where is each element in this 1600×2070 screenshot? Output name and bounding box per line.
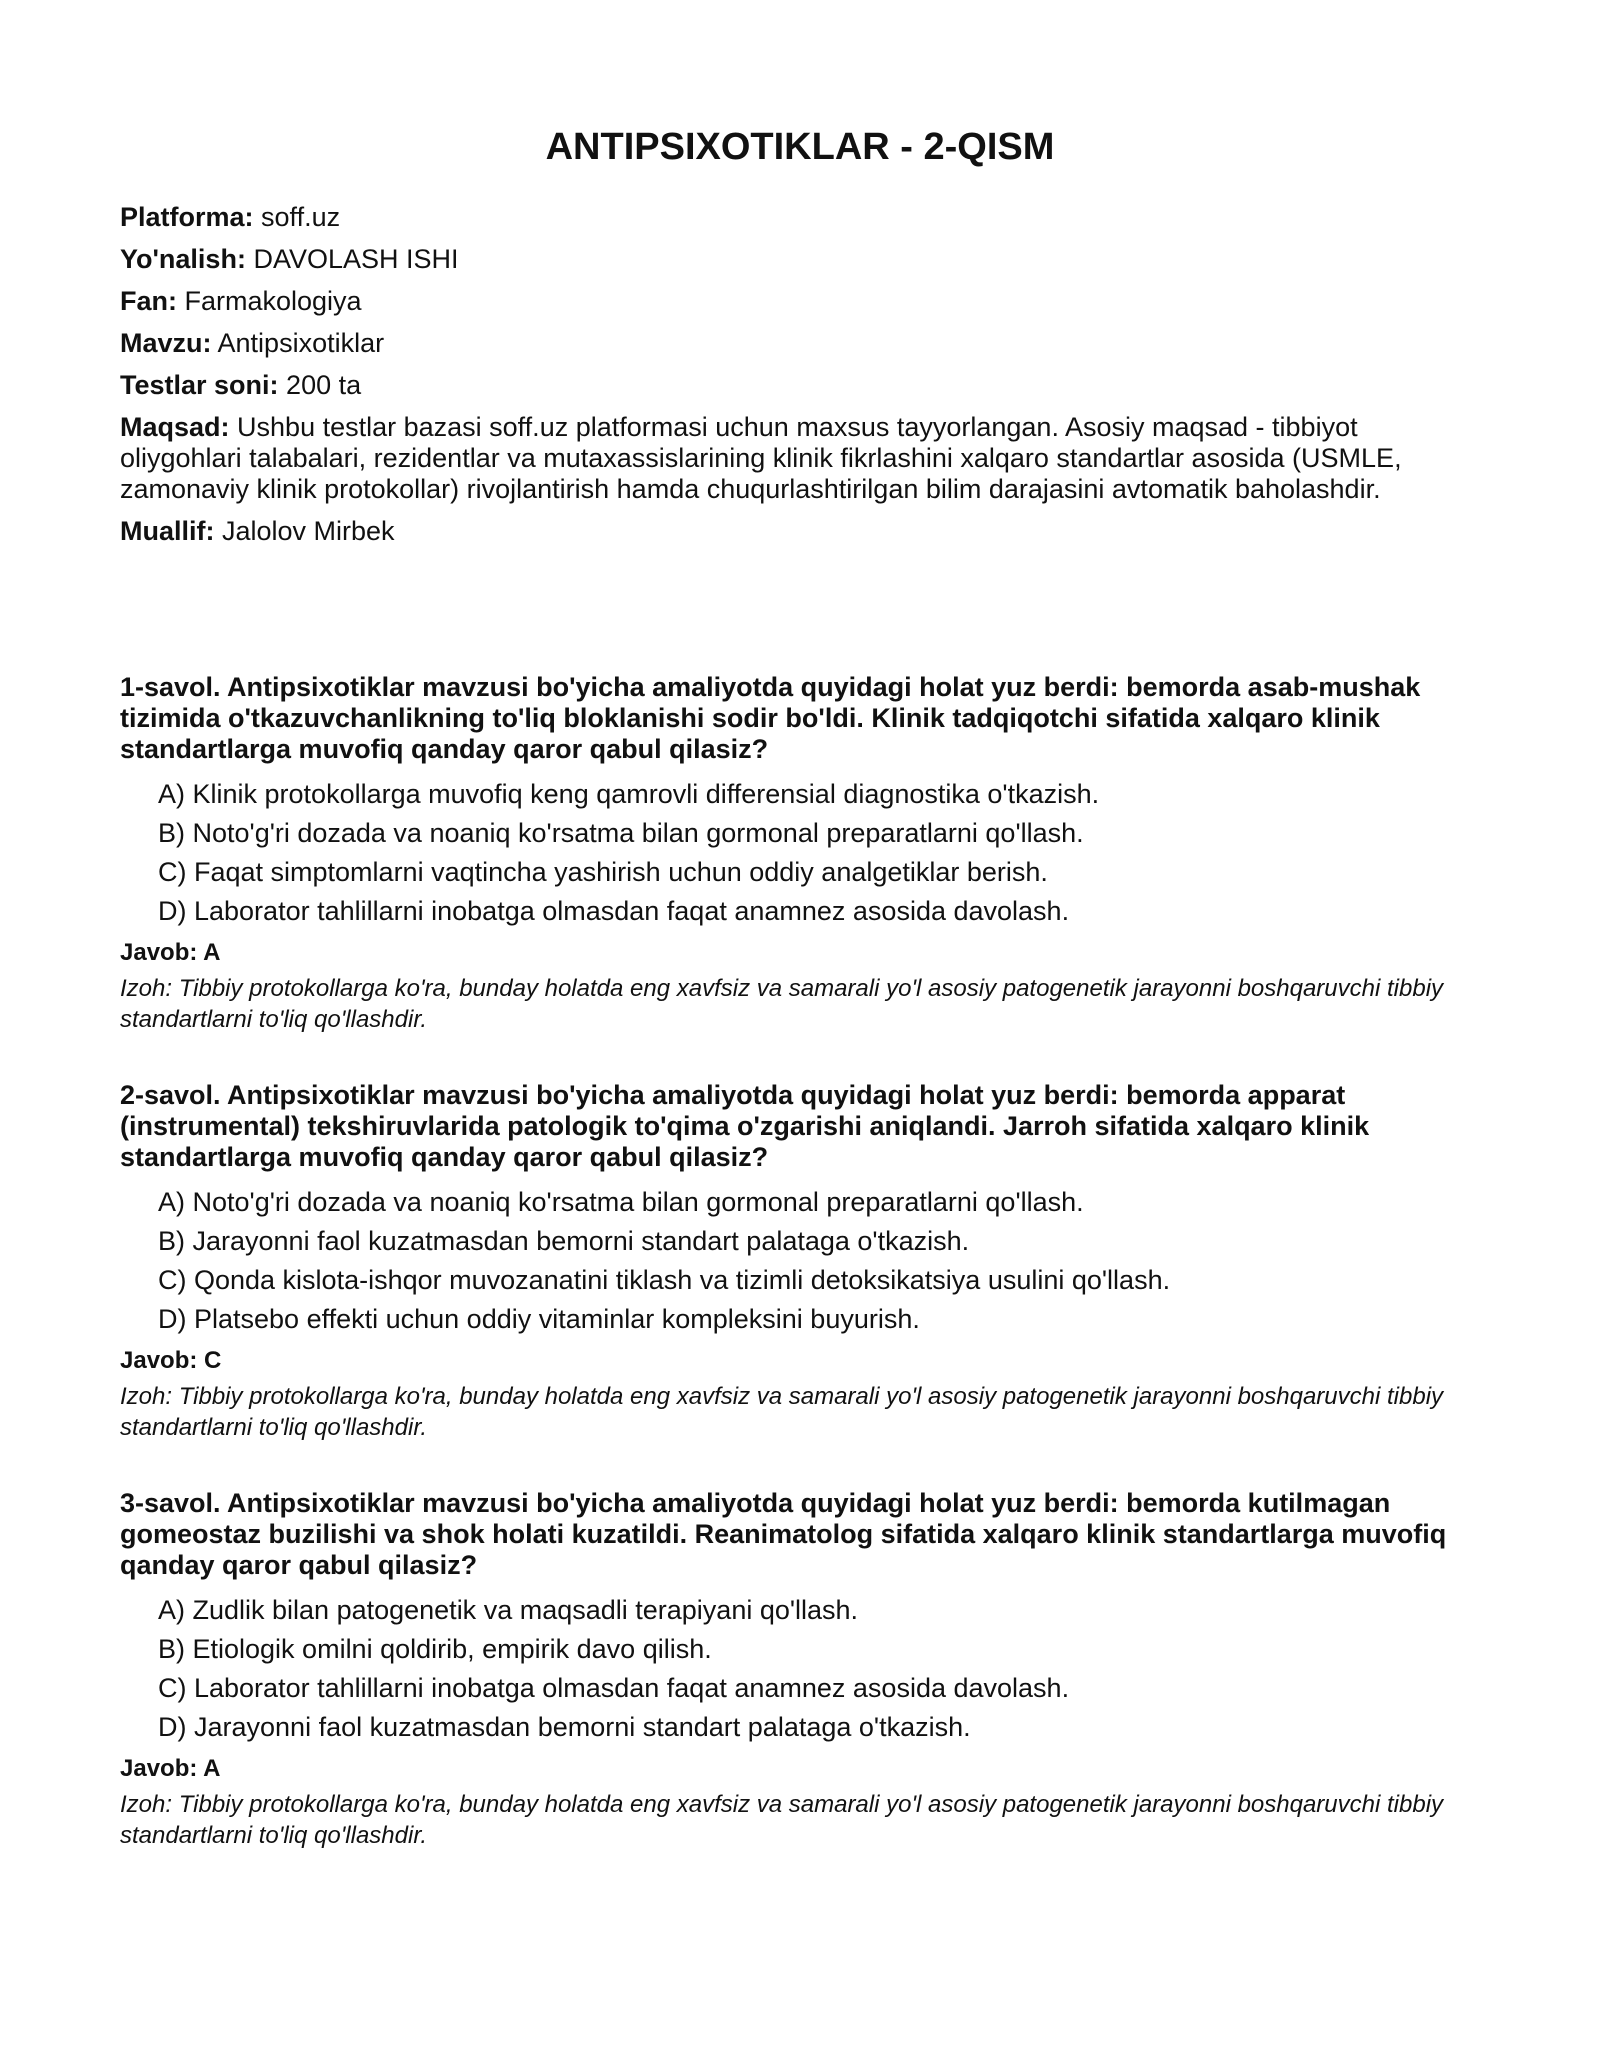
answer-value: A [203, 939, 221, 966]
meta-value: Ushbu testlar bazasi soff.uz platformasi uchun maxsus tayyorlangan. Asosiy maqsad - tibbiyot oliygohlari talabalari, rezidentlar va mutaxassislarining klinik fikrlashini xalqaro standartlar asosida (USMLE, zamonaviy klinik protokollar) rivojlantirish hamda chuqurlashtirilgan bilim darajasini avtomatik baholashdir. [120, 412, 1402, 504]
explanation-note: Izoh: Tibbiy protokollarga ko'ra, bunday holatda eng xavfsiz va samarali yo'l asosiy patogenetik jarayonni boshqaruvchi tibbiy standartlarni to'liq qo'llashdir. [120, 975, 1444, 1033]
question-1 [120, 672, 1480, 1080]
meta-author [120, 516, 1480, 547]
meta-subject [120, 286, 1480, 317]
meta-topic [120, 328, 1480, 359]
explanation-note: Izoh: Tibbiy protokollarga ko'ra, bunday holatda eng xavfsiz va samarali yo'l asosiy patogenetik jarayonni boshqaruvchi tibbiy standartlarni to'liq qo'llashdir. [120, 1791, 1444, 1849]
meta-direction [120, 244, 1480, 275]
meta-purpose [120, 412, 1480, 505]
answer-label: Javob: [120, 1347, 198, 1374]
meta-key: Yo'nalish: [120, 244, 246, 274]
option-a: A) Noto'g'ri dozada va noaniq ko'rsatma bilan gormonal preparatlarni qo'llash. [158, 1187, 1084, 1217]
meta-value: soff.uz [253, 202, 341, 232]
meta-key: Fan: [120, 286, 177, 316]
meta-value: Farmakologiya [177, 286, 362, 316]
answer-line [120, 1755, 1480, 1783]
option-list [158, 1595, 1480, 1743]
option-a: A) Zudlik bilan patogenetik va maqsadli terapiyani qo'llash. [158, 1595, 859, 1625]
option-b: B) Noto'g'ri dozada va noaniq ko'rsatma bilan gormonal preparatlarni qo'llash. [158, 818, 1084, 848]
meta-key: Mavzu: [120, 328, 212, 358]
option-d: D) Laborator tahlillarni inobatga olmasdan faqat anamnez asosida davolash. [158, 896, 1070, 926]
option-c: C) Faqat simptomlarni vaqtincha yashirish uchun oddiy analgetiklar berish. [158, 857, 1048, 887]
meta-value: 200 ta [278, 370, 362, 400]
option-c: C) Laborator tahlillarni inobatga olmasdan faqat anamnez asosida davolash. [158, 1673, 1070, 1703]
question-3 [120, 1488, 1480, 1896]
answer-value: A [203, 1755, 221, 1782]
question-list [120, 672, 1480, 1896]
option-list [158, 1187, 1480, 1335]
option-d: D) Platsebo effekti uchun oddiy vitaminlar kompleksini buyurish. [158, 1304, 920, 1334]
meta-platform [120, 202, 1480, 233]
meta-key: Maqsad: [120, 412, 230, 442]
meta-value: DAVOLASH ISHI [245, 244, 459, 274]
meta-key: Testlar soni: [120, 370, 279, 400]
option-b: B) Jarayonni faol kuzatmasdan bemorni standart palataga o'tkazish. [158, 1226, 970, 1256]
answer-label: Javob: [120, 939, 198, 966]
answer-line [120, 1347, 1480, 1375]
option-b: B) Etiologik omilni qoldirib, empirik davo qilish. [158, 1634, 712, 1664]
explanation-note: Izoh: Tibbiy protokollarga ko'ra, bunday holatda eng xavfsiz va samarali yo'l asosiy patogenetik jarayonni boshqaruvchi tibbiy standartlarni to'liq qo'llashdir. [120, 1383, 1444, 1441]
option-d: D) Jarayonni faol kuzatmasdan bemorni standart palataga o'tkazish. [158, 1712, 971, 1742]
option-a: A) Klinik protokollarga muvofiq keng qamrovli differensial diagnostika o'tkazish. [158, 779, 1100, 809]
meta-value: Antipsixotiklar [211, 328, 385, 358]
document-title: ANTIPSIXOTIKLAR - 2-QISM [545, 126, 1055, 168]
meta-key: Platforma: [120, 202, 254, 232]
question-text: 2-savol. Antipsixotiklar mavzusi bo'yicha amaliyotda quyidagi holat yuz berdi: bemorda apparat (instrumental) tekshiruvlarida patologik to'qima o'zgarishi aniqlandi. Jarroh sifatida xalqaro klinik standartlarga muvofiq qanday qaror qabul qilasiz? [120, 1080, 1370, 1172]
metadata-block [120, 202, 1480, 558]
question-2 [120, 1080, 1480, 1488]
option-list [158, 779, 1480, 927]
meta-test-count [120, 370, 1480, 401]
answer-label: Javob: [120, 1755, 198, 1782]
meta-key: Muallif: [120, 516, 215, 546]
answer-line [120, 939, 1480, 967]
answer-value: C [204, 1347, 222, 1374]
meta-value: Jalolov Mirbek [214, 516, 395, 546]
option-c: C) Qonda kislota-ishqor muvozanatini tiklash va tizimli detoksikatsiya usulini qo'llash. [158, 1265, 1171, 1295]
question-text: 3-savol. Antipsixotiklar mavzusi bo'yicha amaliyotda quyidagi holat yuz berdi: bemorda kutilmagan gomeostaz buzilishi va shok holati kuzatildi. Reanimatolog sifatida xalqaro klinik standartlarga muvofiq qanday qaror qabul qilasiz? [120, 1488, 1447, 1580]
question-text: 1-savol. Antipsixotiklar mavzusi bo'yicha amaliyotda quyidagi holat yuz berdi: bemorda asab-mushak tizimida o'tkazuvchanlikning to'liq bloklanishi sodir bo'ldi. Klinik tadqiqotchi sifatida xalqaro klinik standartlarga muvofiq qanday qaror qabul qilasiz? [120, 672, 1421, 764]
